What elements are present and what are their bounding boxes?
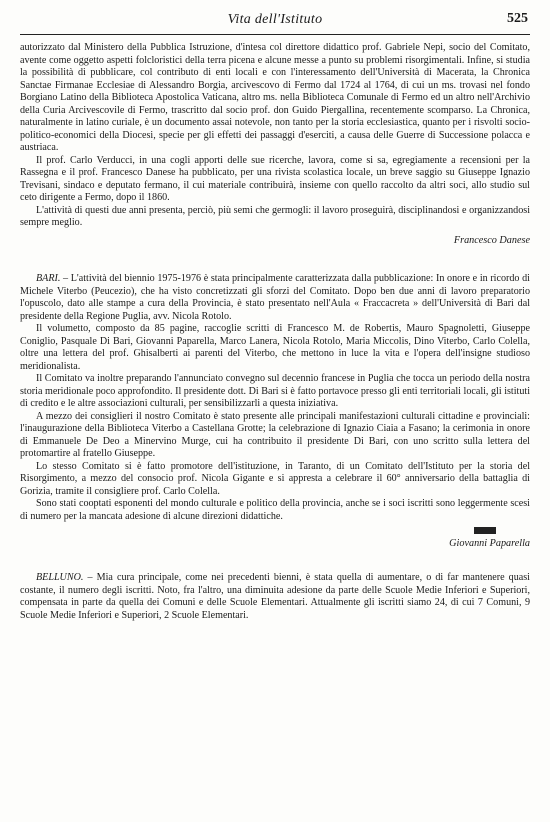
paragraph: L'attività di questi due anni presenta, perciò, più semi che germogli: il lavoro proseguirà, disciplinandosi e organizzandosi sempre meglio. [20, 204, 530, 228]
paragraph: Il prof. Carlo Verducci, in una cogli apporti delle sue ricerche, lavora, come si sa, egregiamente a recensioni per la Rassegna e il prof. Francesco Danese ha pubblicato, per una rivista scolastica locale, un breve saggio su Giuseppe Ignazio Trevisani, sindaco e deputato fermano, il cui materiale contribuirà, insieme con quello raccolto da altri soci, allo studio sul ceto dirigente a Fermo, dopo il 1860. [20, 154, 530, 203]
paragraph: Sono stati cooptati esponenti del mondo culturale e politico della provincia, anche se i soci iscritti sono leggermente scesi di numero per la mancata adesione di alcune direzioni didattiche. [20, 498, 530, 522]
paragraph [20, 572, 530, 622]
section-belluno [20, 572, 530, 622]
page-number: 525 [507, 11, 528, 26]
paragraph: Lo stesso Comitato si è fatto promotore dell'istituzione, in Taranto, di un Comitato dell'Istituto per la storia del Risorgimento, a mezzo del consocio prof. Nicola Gigante e si appresta a celebrare il 60° anniversario della battaglia di Gorizia, tramite il consigliere prof. Carlo Colella. [20, 460, 530, 497]
running-header [20, 10, 530, 35]
section-location: BARI. [36, 273, 61, 284]
stamp-mark [474, 527, 496, 534]
paragraph: A mezzo dei consiglieri il nostro Comitato è stato presente alle principali manifestazioni culturali cittadine e provinciali: l'inaugurazione della Biblioteca Viterbo a Castellana Grotte; la celebrazione di Ignazio Ciaia a Fasano; la cerimonia in onore di Emmanuele De Deo a Minervino Murge, cui ha contribuito il presidente Di Bari, con uno scritto sulla lettera del protomartire al fratello Giuseppe. [20, 410, 530, 459]
signature-block [20, 525, 530, 550]
paragraph-text: – L'attività del biennio 1975-1976 è stata principalmente caratterizzata dalla pubblicazione: In onore e in ricordo di Michele Viterbo (Peucezio), che ha visto concretizzati gli sforzi del Comitato. Dopo ben due anni di lavoro preparatorio l'opuscolo, dato alle stampe a cura della Provincia, è stato presentato nell'Aula « Fraccacreta » dell'Università di Bari dal presidente della Regione Puglia, avv. Nicola Rotolo. [20, 273, 530, 322]
paragraph: Il volumetto, composto da 85 pagine, raccoglie scritti di Francesco M. de Robertis, Mauro Spagnoletti, Giuseppe Coniglio, Pasquale Di Bari, Giovanni Paparella, Marco Lanera, Nicola Rotolo, Maria Miccolis, Dino Viterbo, Carlo Colella, oltre una lettera del prof. Ghisalberti ai parenti del Viterbo, che mettono in luce la vita e l'opera dell'insigne studioso meridionalista. [20, 323, 530, 372]
paragraph [20, 273, 530, 323]
document-body [20, 42, 530, 622]
paragraph: autorizzato dal Ministero della Pubblica Istruzione, d'intesa col direttore didattico prof. Gabriele Nepi, socio del Comitato, avente come oggetto aspetti folcloristici della terra picena e alcune messe a punto su problemi risorgimentali. Infine, si studia la possibilità di pubblicare, col contributo di enti locali e con l'interessamento dell'Università di Macerata, la Chronica Sanctae Firmanae Ecclesiae di Alessandro Borgia, arcivescovo di Fermo dal 1724 al 1764, di cui un ms. trovasi nel fondo Borgiano Latino della Biblioteca Apostolica Vaticana, altro ms. nella Biblioteca Comunale di Fermo ed un altro nell'Archivio della Curia Arcivescovile di Fermo, trascritto dal socio prof. don Guido Piergallina, recentemente scomparso. La Chronica, naturalmente in latino curiale, è un documento assai notevole, non tanto per la storia ecclesiastica, quanto per i risvolti socio-politico-economici della Diocesi, specie per gli effetti dei passaggi d'eserciti, a causa delle Guerre di Successione polacca e austriaca. [20, 42, 530, 153]
section-bari [20, 273, 530, 550]
paragraph-text: – Mia cura principale, come nei precedenti bienni, è stata quella di aumentare, o di far mantenere quasi costante, il numero degli iscritti. Noto, fra l'altro, una diminuita adesione da parte delle Scuole Medie Inferiori e Superiori, compensata in parte da quella dei Comuni e delle Scuole Elementari. Attualmente gli iscritti siamo 24, di cui 7 Comuni, 9 Scuole Medie Inferiori e Superiori, 2 Scuole Elementari. [20, 572, 530, 621]
signature: Giovanni Paparella [449, 537, 530, 549]
section-location: BELLUNO. [36, 572, 84, 583]
ink-stamp [20, 525, 530, 538]
signature: Francesco Danese [453, 234, 530, 246]
section-fermo [20, 42, 530, 247]
running-title: Vita dell'Istituto [227, 12, 323, 27]
paragraph: Il Comitato va inoltre preparando l'annunciato convegno sul decennio francese in Puglia che tocca un periodo della nostra storia meridionale poco approfondito. Il presidente dott. Di Bari si è fatto portavoce presso gli enti territoriali locali, gli istituti di credito e le altre associazioni culturali, per sensibilizzarli a questa iniziativa. [20, 373, 530, 409]
